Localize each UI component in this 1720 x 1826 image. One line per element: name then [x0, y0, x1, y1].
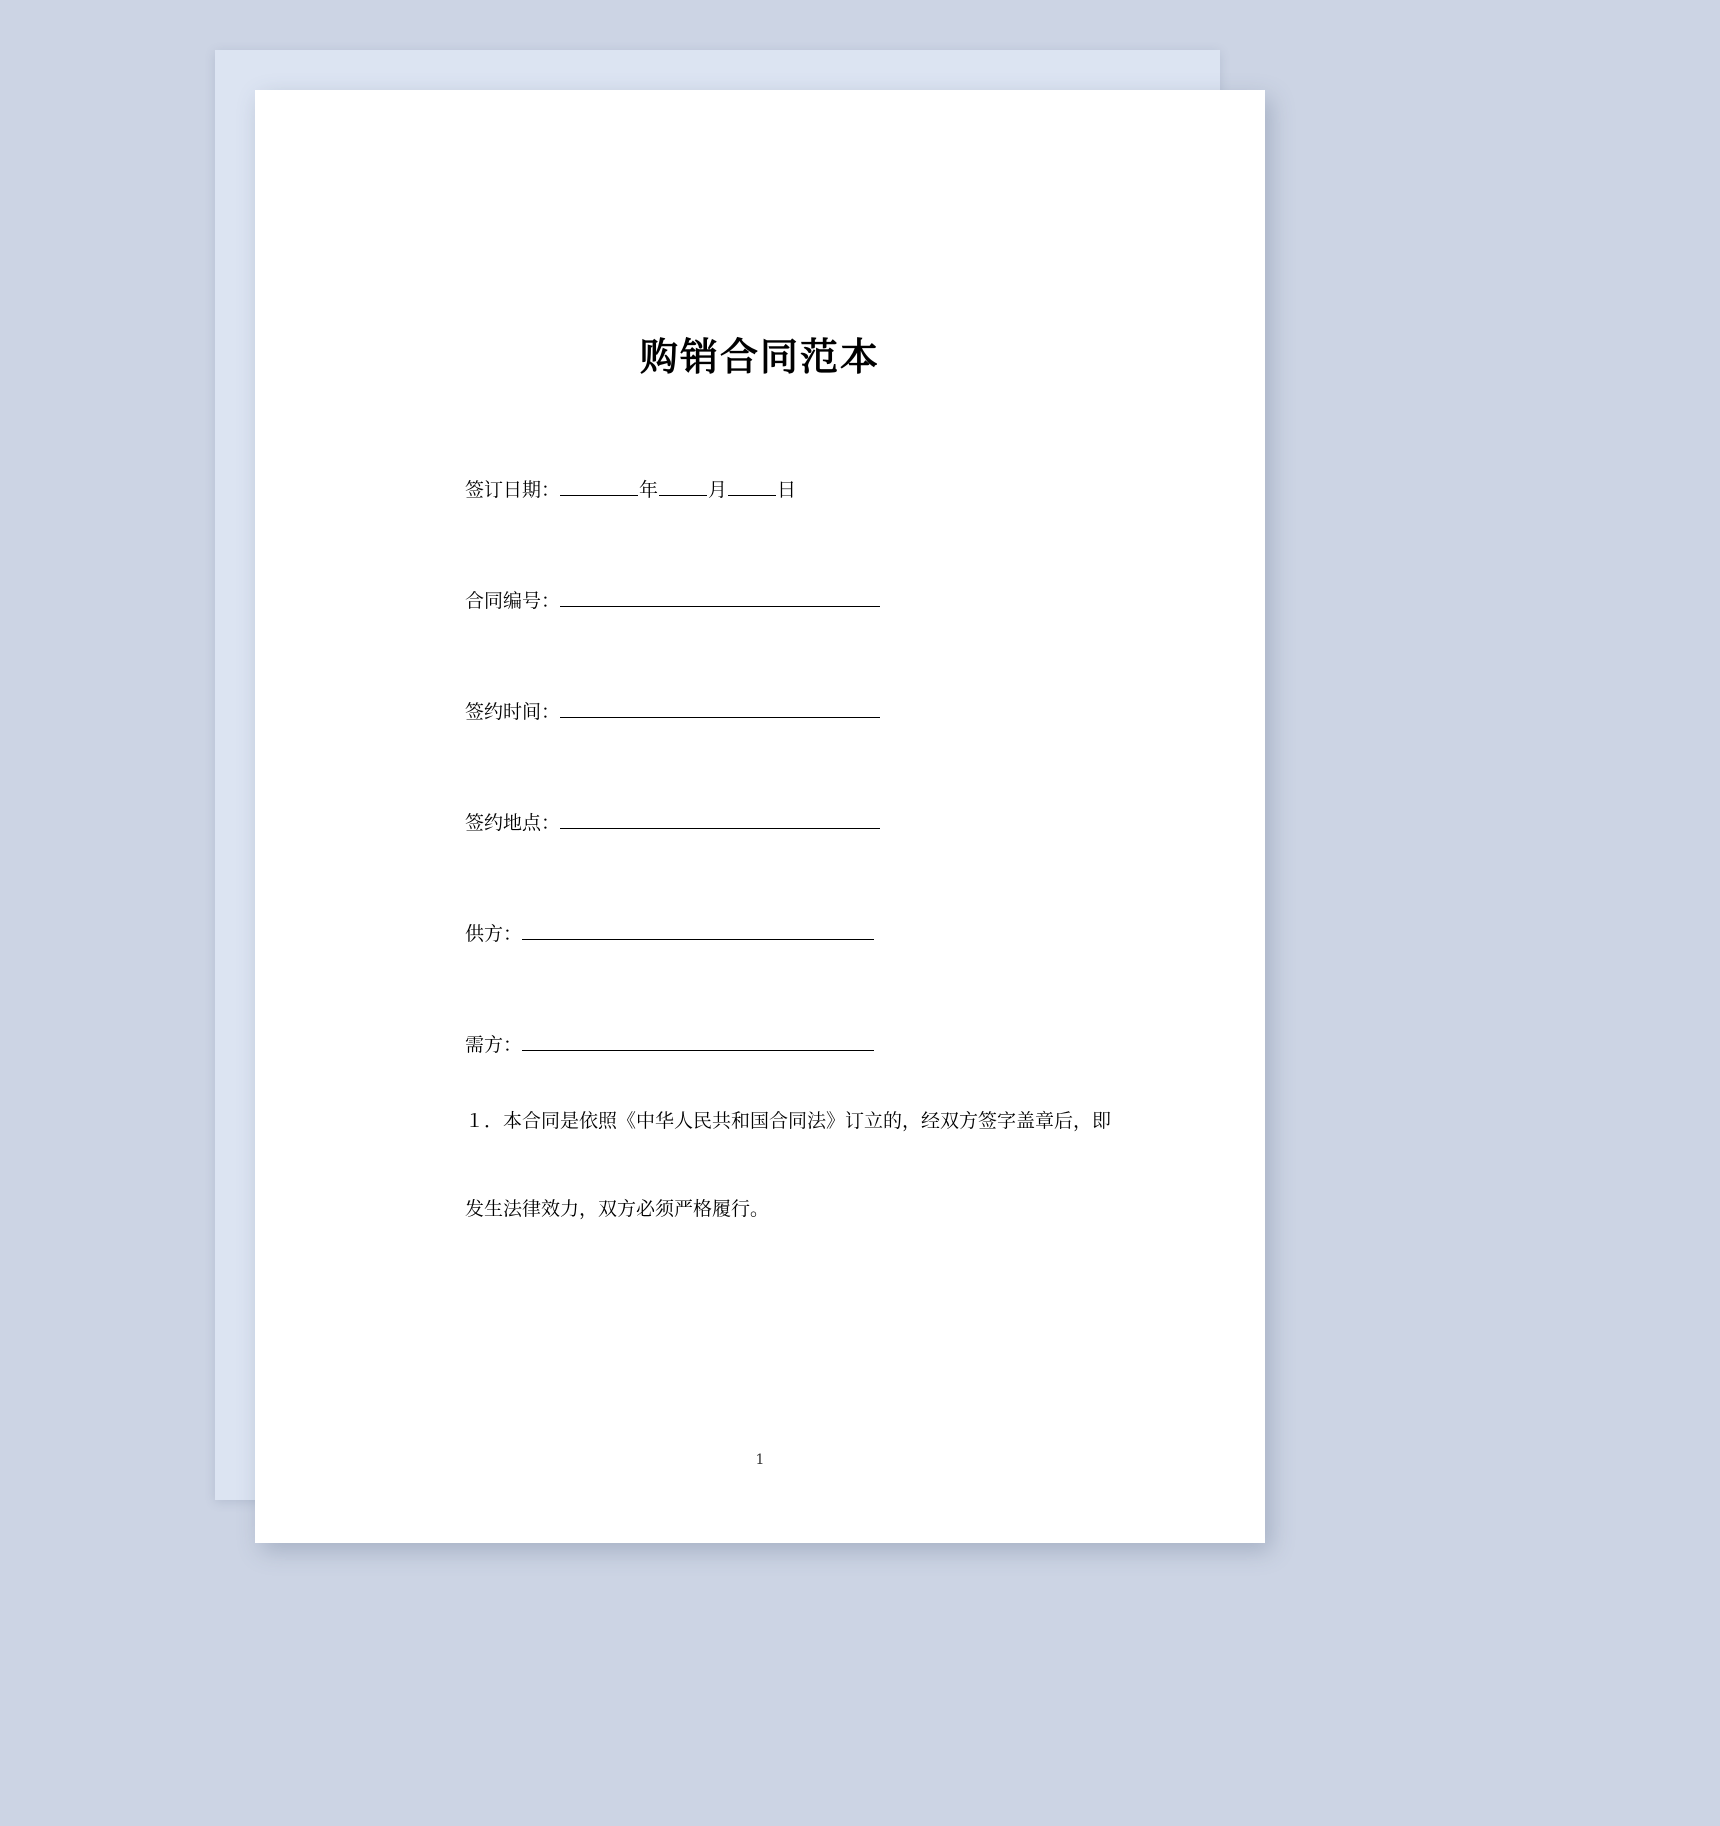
- field-sign-place-input[interactable]: [560, 811, 880, 829]
- field-sign-time-label: 签约时间：: [465, 701, 561, 723]
- document-page: [255, 90, 1265, 1543]
- field-sign-time-input[interactable]: [560, 700, 880, 718]
- field-buyer-label: 需方：: [465, 1034, 523, 1056]
- field-contract-number-label: 合同编号：: [465, 590, 561, 612]
- form-fields: [465, 475, 1175, 1057]
- clause-line-2: 发生法律效力，双方必须严格履行。: [465, 1198, 770, 1221]
- field-sign-date-year-unit: 年: [639, 479, 659, 501]
- field-supplier: [465, 919, 1175, 946]
- field-buyer: [465, 1030, 1175, 1057]
- clause-line-1: １．本合同是依照《中华人民共和国合同法》订立的，经双方签字盖章后，即: [465, 1110, 1112, 1132]
- field-sign-date-day-input[interactable]: [728, 478, 776, 496]
- field-supplier-label: 供方：: [465, 923, 523, 945]
- field-sign-date-month-input[interactable]: [659, 478, 707, 496]
- page-title: 购销合同范本: [639, 335, 880, 379]
- field-contract-number: [465, 586, 1175, 613]
- page-number: 1: [755, 1452, 765, 1468]
- field-contract-number-input[interactable]: [560, 589, 880, 607]
- field-sign-date-day-unit: 日: [777, 479, 797, 501]
- clause-section: [465, 1103, 1175, 1227]
- field-sign-place-label: 签约地点：: [465, 812, 561, 834]
- field-sign-date: [465, 475, 1175, 502]
- field-sign-date-month-unit: 月: [708, 479, 728, 501]
- field-sign-place: [465, 808, 1175, 835]
- field-sign-date-label: 签订日期：: [465, 479, 561, 501]
- field-supplier-input[interactable]: [522, 922, 874, 940]
- field-sign-time: [465, 697, 1175, 724]
- field-sign-date-year-input[interactable]: [560, 478, 638, 496]
- field-buyer-input[interactable]: [522, 1033, 874, 1051]
